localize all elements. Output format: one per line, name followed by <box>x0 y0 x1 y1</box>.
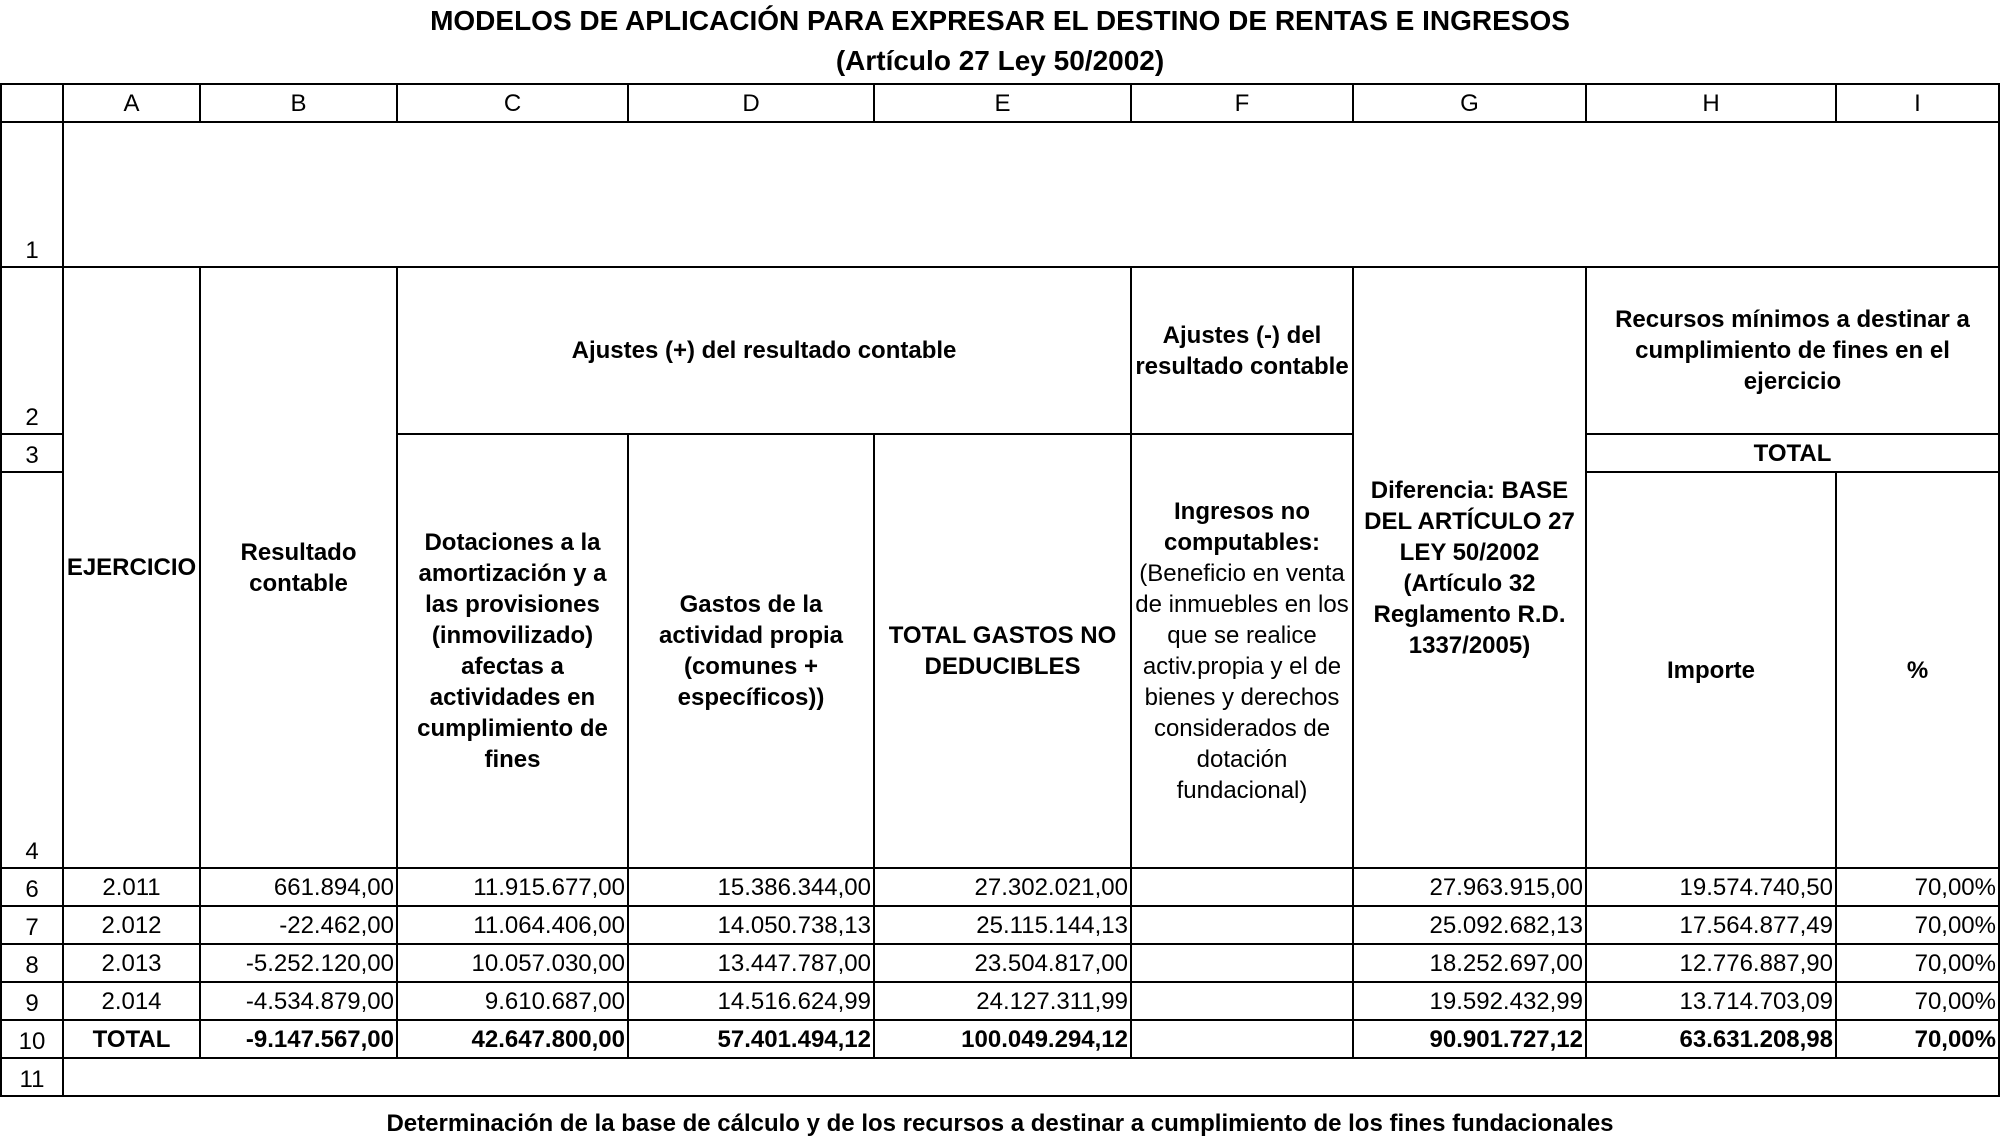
row-number-6[interactable]: 6 <box>1 868 63 906</box>
header-ingresos-no-computables[interactable] <box>1131 434 1353 868</box>
column-header-d[interactable]: D <box>628 84 874 122</box>
cell-total-gastos[interactable]: 27.302.021,00 <box>874 868 1131 906</box>
header-importe[interactable]: Importe <box>1586 472 1836 868</box>
column-header-i[interactable]: I <box>1836 84 1999 122</box>
cell-gastos[interactable]: 14.050.738,13 <box>628 906 874 944</box>
table-caption: Determinación de la base de cálculo y de los recursos a destinar a cumplimiento de los fines fundacionales <box>386 1110 1614 1137</box>
header-recursos-minimos[interactable]: Recursos mínimos a destinar a cumplimiento de fines en el ejercicio <box>1586 267 1999 434</box>
column-header-a[interactable]: A <box>63 84 200 122</box>
cell-dotaciones[interactable]: 11.064.406,00 <box>397 906 628 944</box>
sheet-row-11 <box>1 1058 1999 1096</box>
cell-total-gastos-actividad[interactable]: 57.401.494,12 <box>628 1020 874 1058</box>
cell-total-percent[interactable]: 70,00% <box>1836 1020 1999 1058</box>
row-number-11[interactable]: 11 <box>1 1058 63 1096</box>
cell-diferencia[interactable]: 19.592.432,99 <box>1353 982 1586 1020</box>
row-number-9[interactable]: 9 <box>1 982 63 1020</box>
cell-dotaciones[interactable]: 10.057.030,00 <box>397 944 628 982</box>
document-subtitle: (Artículo 27 Ley 50/2002) <box>835 45 1165 76</box>
cell-percent[interactable]: 70,00% <box>1836 982 1999 1020</box>
column-header-e[interactable]: E <box>874 84 1131 122</box>
spreadsheet-table <box>0 83 2000 1097</box>
cell-resultado[interactable]: -22.462,00 <box>200 906 397 944</box>
row-number-1[interactable]: 1 <box>1 122 63 267</box>
cell-total-diferencia[interactable]: 90.901.727,12 <box>1353 1020 1586 1058</box>
cell-resultado[interactable]: 661.894,00 <box>200 868 397 906</box>
cell-diferencia[interactable]: 25.092.682,13 <box>1353 906 1586 944</box>
empty-row-cell[interactable] <box>63 1058 1999 1096</box>
data-row <box>1 906 1999 944</box>
header-percent[interactable]: % <box>1836 472 1999 868</box>
sheet-row-1 <box>1 122 1999 267</box>
header-dotaciones[interactable]: Dotaciones a la amortización y a las provisiones (inmovilizado) afectas a actividades en cumplimiento de fines <box>397 434 628 868</box>
cell-dotaciones[interactable]: 11.915.677,00 <box>397 868 628 906</box>
row-number-10[interactable]: 10 <box>1 1020 63 1058</box>
cell-gastos[interactable]: 14.516.624,99 <box>628 982 874 1020</box>
total-row <box>1 1020 1999 1058</box>
column-header-row <box>1 84 1999 122</box>
cell-ejercicio[interactable]: 2.011 <box>63 868 200 906</box>
cell-importe[interactable]: 17.564.877,49 <box>1586 906 1836 944</box>
sheet-row-2 <box>1 267 1999 434</box>
empty-row-cell[interactable] <box>63 122 1999 267</box>
row-number-4[interactable]: 4 <box>1 472 63 868</box>
cell-importe[interactable]: 13.714.703,09 <box>1586 982 1836 1020</box>
document-title: MODELOS DE APLICACIÓN PARA EXPRESAR EL DESTINO DE RENTAS E INGRESOS <box>430 5 1570 36</box>
header-ejercicio[interactable]: EJERCICIO <box>63 267 200 868</box>
cell-percent[interactable]: 70,00% <box>1836 868 1999 906</box>
cell-total-gastos[interactable]: 24.127.311,99 <box>874 982 1131 1020</box>
data-row <box>1 868 1999 906</box>
ingresos-title: Ingresos no computables: <box>1163 498 1321 556</box>
data-row <box>1 982 1999 1020</box>
cell-total-gastos-no-deducibles[interactable]: 100.049.294,12 <box>874 1020 1131 1058</box>
cell-total-label[interactable]: TOTAL <box>63 1020 200 1058</box>
cell-total-ingresos[interactable] <box>1131 1020 1353 1058</box>
cell-ejercicio[interactable]: 2.012 <box>63 906 200 944</box>
cell-ingresos[interactable] <box>1131 868 1353 906</box>
cell-diferencia[interactable]: 18.252.697,00 <box>1353 944 1586 982</box>
header-total[interactable]: TOTAL <box>1586 434 1999 472</box>
row-number-8[interactable]: 8 <box>1 944 63 982</box>
cell-ingresos[interactable] <box>1131 982 1353 1020</box>
cell-ingresos[interactable] <box>1131 944 1353 982</box>
cell-gastos[interactable]: 13.447.787,00 <box>628 944 874 982</box>
column-header-h[interactable]: H <box>1586 84 1836 122</box>
cell-total-dotaciones[interactable]: 42.647.800,00 <box>397 1020 628 1058</box>
header-diferencia-base[interactable]: Diferencia: BASE DEL ARTÍCULO 27 LEY 50/2002 (Artículo 32 Reglamento R.D. 1337/2005) <box>1353 267 1586 868</box>
cell-total-gastos[interactable]: 23.504.817,00 <box>874 944 1131 982</box>
cell-ejercicio[interactable]: 2.014 <box>63 982 200 1020</box>
cell-total-gastos[interactable]: 25.115.144,13 <box>874 906 1131 944</box>
cell-total-resultado[interactable]: -9.147.567,00 <box>200 1020 397 1058</box>
header-total-gastos[interactable]: TOTAL GASTOS NO DEDUCIBLES <box>874 434 1131 868</box>
cell-ejercicio[interactable]: 2.013 <box>63 944 200 982</box>
cell-importe[interactable]: 19.574.740,50 <box>1586 868 1836 906</box>
header-ajustes-positivos[interactable]: Ajustes (+) del resultado contable <box>397 267 1131 434</box>
cell-dotaciones[interactable]: 9.610.687,00 <box>397 982 628 1020</box>
column-header-b[interactable]: B <box>200 84 397 122</box>
cell-total-importe[interactable]: 63.631.208,98 <box>1586 1020 1836 1058</box>
cell-ingresos[interactable] <box>1131 906 1353 944</box>
cell-gastos[interactable]: 15.386.344,00 <box>628 868 874 906</box>
header-ajustes-negativos[interactable]: Ajustes (-) del resultado contable <box>1131 267 1353 434</box>
header-gastos-actividad[interactable]: Gastos de la actividad propia (comunes + específicos)) <box>628 434 874 868</box>
cell-resultado[interactable]: -4.534.879,00 <box>200 982 397 1020</box>
cell-importe[interactable]: 12.776.887,90 <box>1586 944 1836 982</box>
row-number-7[interactable]: 7 <box>1 906 63 944</box>
cell-diferencia[interactable]: 27.963.915,00 <box>1353 868 1586 906</box>
row-number-3[interactable]: 3 <box>1 434 63 472</box>
column-header-f[interactable]: F <box>1131 84 1353 122</box>
cell-resultado[interactable]: -5.252.120,00 <box>200 944 397 982</box>
corner-cell[interactable] <box>1 84 63 122</box>
column-header-g[interactable]: G <box>1353 84 1586 122</box>
row-number-2[interactable]: 2 <box>1 267 63 434</box>
cell-percent[interactable]: 70,00% <box>1836 906 1999 944</box>
cell-percent[interactable]: 70,00% <box>1836 944 1999 982</box>
ingresos-detail: (Beneficio en venta de inmuebles en los que se realice activ.propia y el de bienes y derechos considerados de dotación fundacional) <box>1135 560 1349 804</box>
header-resultado-contable[interactable]: Resultado contable <box>200 267 397 868</box>
column-header-c[interactable]: C <box>397 84 628 122</box>
data-row <box>1 944 1999 982</box>
